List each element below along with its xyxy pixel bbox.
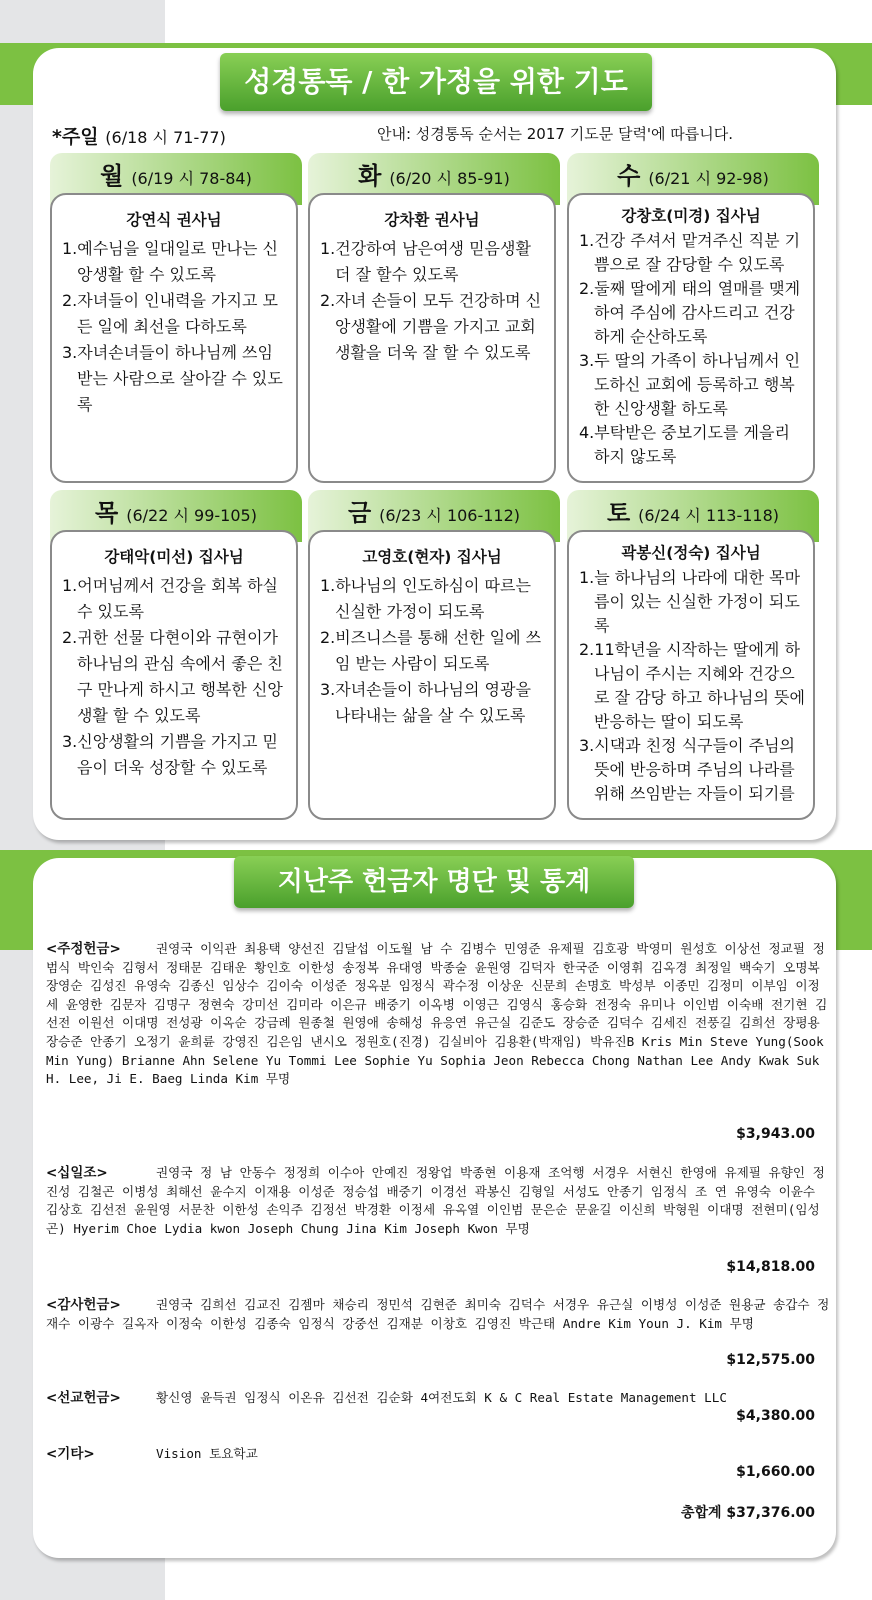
prayer-item: 1.늘 하나님의 나라에 대한 목마름이 있는 신실한 가정이 되도록 bbox=[579, 568, 801, 635]
group-label: <기타> bbox=[46, 1446, 95, 1462]
group-amount: $3,943.00 bbox=[736, 1126, 815, 1142]
family-name: 강연식 권사님 bbox=[126, 211, 222, 229]
prayer-title-banner bbox=[220, 53, 652, 111]
family-name: 고영호(현자) 집사님 bbox=[362, 548, 502, 566]
prayer-item: 2.귀한 선물 다현이와 규현이가 하나님의 관심 속에서 좋은 친구 만나게 하시고 행복한 신앙생활 할 수 있도록 bbox=[62, 628, 283, 725]
day-label: 화 bbox=[358, 162, 382, 190]
group-label: <십일조> bbox=[46, 1165, 108, 1181]
group-names: Vision 토요학교 bbox=[156, 1446, 258, 1461]
group-names: 황신영 윤득권 임정식 이온유 김선전 김순화 4여전도회 K & C Real Estate Management LLC bbox=[156, 1390, 727, 1405]
prayer-item: 3.두 딸의 가족이 하나님께서 인도하신 교회에 등록하고 행복한 신앙생활 하도록 bbox=[579, 351, 801, 418]
day-body bbox=[50, 530, 298, 820]
prayer-item: 3.시댁과 친정 식구들이 주님의 뜻에 반응하며 주님의 나라를 위해 쓰임받는 자들이 되기를 bbox=[579, 736, 795, 803]
day-body bbox=[308, 193, 556, 483]
offering-title: 지난주 헌금자 명단 및 통계 bbox=[277, 867, 591, 897]
group-label: <감사헌금> bbox=[46, 1297, 121, 1313]
prayer-title: 성경통독 / 한 가정을 위한 기도 bbox=[244, 65, 628, 98]
family-name: 강태악(미선) 집사님 bbox=[104, 548, 244, 566]
prayer-item: 2.비즈니스를 통해 선한 일에 쓰임 받는 사람이 되도록 bbox=[320, 628, 542, 673]
day-label: 목 bbox=[95, 499, 119, 527]
group-amount: $14,818.00 bbox=[726, 1259, 815, 1275]
prayer-item: 1.하나님의 인도하심이 따르는 신실한 가정이 되도록 bbox=[320, 576, 531, 621]
prayer-item: 2.자녀 손들이 모두 건강하며 신앙생활에 기쁨을 가지고 교회생활을 더욱 잘 할 수 있도록 bbox=[320, 291, 542, 362]
notice-text: 안내: 성경통독 순서는 2017 기도문 달력'에 따릅니다. bbox=[377, 125, 734, 143]
group-label: <주정헌금> bbox=[46, 941, 121, 957]
prayer-item: 1.어머님께서 건강을 회복 하실 수 있도록 bbox=[62, 576, 278, 621]
sunday-reading bbox=[52, 122, 226, 149]
offering-title-banner bbox=[234, 856, 634, 908]
prayer-item: 3.자녀손들이 하나님의 영광을 나타내는 삶을 살 수 있도록 bbox=[320, 680, 531, 725]
day-body bbox=[567, 193, 815, 483]
group-mission bbox=[46, 1389, 830, 1408]
prayer-item: 1.건강 주셔서 맡겨주신 직분 기쁨으로 잘 감당할 수 있도록 bbox=[579, 231, 801, 274]
prayer-item: 1.예수님을 일대일로 만나는 신앙생활 할 수 있도록 bbox=[62, 239, 278, 284]
day-body bbox=[308, 530, 556, 820]
group-other bbox=[46, 1445, 830, 1464]
day-range: (6/21 시 92-98) bbox=[648, 169, 769, 188]
prayer-item: 1.건강하여 남은여생 믿음생활 더 잘 할수 있도록 bbox=[320, 239, 531, 284]
sunday-range: (6/18 시 71-77) bbox=[105, 128, 226, 147]
day-range: (6/22 시 99-105) bbox=[126, 506, 257, 525]
day-label: 수 bbox=[617, 162, 641, 190]
group-label: <선교헌금> bbox=[46, 1390, 121, 1406]
sunday-label: *주일 bbox=[52, 126, 99, 148]
day-body bbox=[50, 193, 298, 483]
day-range: (6/24 시 113-118) bbox=[638, 506, 780, 525]
group-main-offering bbox=[46, 940, 830, 1089]
group-names: 권영국 이익관 최용택 양선진 김달섭 이도월 남 수 김병수 민영준 유제필 김호광 박영미 원성호 이상선 정교필 정범식 박인숙 김형서 정태문 김태운 황인호 이한성 송정복 유대영 박종술 윤원영 김덕자 한국준 이영휘 김옥경 최정일 백숙기 오명복 장영순 김성진 유영숙 김종신 임상수 김이숙 이성준 정옥분 임정식 곽수정 이상운 신문희 손명호 박성부 이종민 김정미 이부임 이정세 윤영한 김문자 김명구 정현숙 강미선 김미라 이은규 배중기 이옥병 이영근 김영식 홍승화 전정숙 유미나 이인범 이숙배 전기현 김선전 이원선 이대명 전성광 이옥순 강금례 원종철 원영애 송해성 유응연 유근실 김준도 장승준 김덕수 김세진 전풍길 김희선 장평용 장승준 안종기 오정기 윤희륜 강영진 김은임 낸시오 정원호(진경) 김실비아 김용환(박재임) 박유진B Kris Min Steve Yung(Sook Min Yung) Brianne Ahn Selene Yu Tommi Lee Sophie Yu Sophia Jeon Rebecca Chong Nathan Lee Andy Kwak Suk H. Lee, Ji E. Baeg Linda Kim 무명 bbox=[46, 941, 828, 1087]
group-thanks bbox=[46, 1296, 830, 1333]
day-range: (6/19 시 78-84) bbox=[131, 169, 252, 188]
group-amount: $4,380.00 bbox=[736, 1408, 815, 1424]
prayer-item: 3.신앙생활의 기쁨을 가지고 믿음이 더욱 성장할 수 있도록 bbox=[62, 732, 278, 777]
prayer-item: 4.부탁받은 중보기도를 게을리 하지 않도록 bbox=[579, 423, 790, 466]
day-range: (6/20 시 85-91) bbox=[389, 169, 510, 188]
family-name: 강차환 권사님 bbox=[384, 211, 480, 229]
day-label: 토 bbox=[606, 499, 631, 527]
group-amount: $1,660.00 bbox=[736, 1464, 815, 1480]
group-names: 권영국 정 남 안동수 정정희 이수아 안예진 정왕업 박종현 이용재 조억행 서경우 서현신 한영애 유제필 유향인 정진성 김철곤 이병성 최해선 윤수지 이재용 이성준 정승섭 배중기 이경선 곽봉신 김형일 서성도 안종기 임정식 조 연 유영숙 이윤수 김상호 김선전 윤원영 서문찬 이한성 손익주 김정선 박경환 이정세 유옥열 이인범 문은순 문윤길 이신희 박형원 이대명 전현미(임성곤) Hyerim Choe Lydia kwon Joseph Chung Jina Kim Joseph Kwon 무명 bbox=[46, 1165, 825, 1236]
day-body bbox=[567, 530, 815, 820]
group-tithe bbox=[46, 1164, 830, 1238]
prayer-item: 3.자녀손녀들이 하나님께 쓰임 받는 사람으로 살아갈 수 있도록 bbox=[62, 343, 283, 414]
family-name: 강창호(미경) 집사님 bbox=[621, 207, 761, 225]
prayer-item: 2.11학년을 시작하는 딸에게 하나님이 주시는 지혜와 건강으로 잘 감당 하고 하나님의 뜻에 반응하는 딸이 되도록 bbox=[579, 640, 805, 731]
group-names: 권영국 김희선 김교진 김젬마 채승리 정민석 김현준 최미숙 김덕수 서경우 유근실 이병성 이성준 원용균 송갑수 정재수 이광수 길옥자 이정숙 이한성 김종숙 임정식 강중선 김재분 이창호 김영진 박근태 Andre Kim Youn J. Kim 무명 bbox=[46, 1297, 830, 1331]
family-name: 곽봉신(정숙) 집사님 bbox=[621, 544, 761, 562]
group-amount: $12,575.00 bbox=[726, 1352, 815, 1368]
day-range: (6/23 시 106-112) bbox=[379, 506, 521, 525]
grand-total: 총합계 $37,376.00 bbox=[680, 1505, 815, 1521]
day-label: 금 bbox=[347, 499, 372, 527]
day-label: 월 bbox=[100, 162, 124, 190]
prayer-item: 2.둘째 딸에게 태의 열매를 맺게 하여 주심에 감사드리고 건강하게 순산하도록 bbox=[579, 279, 801, 346]
prayer-item: 2.자녀들이 인내력을 가지고 모든 일에 최선을 다하도록 bbox=[62, 291, 278, 336]
